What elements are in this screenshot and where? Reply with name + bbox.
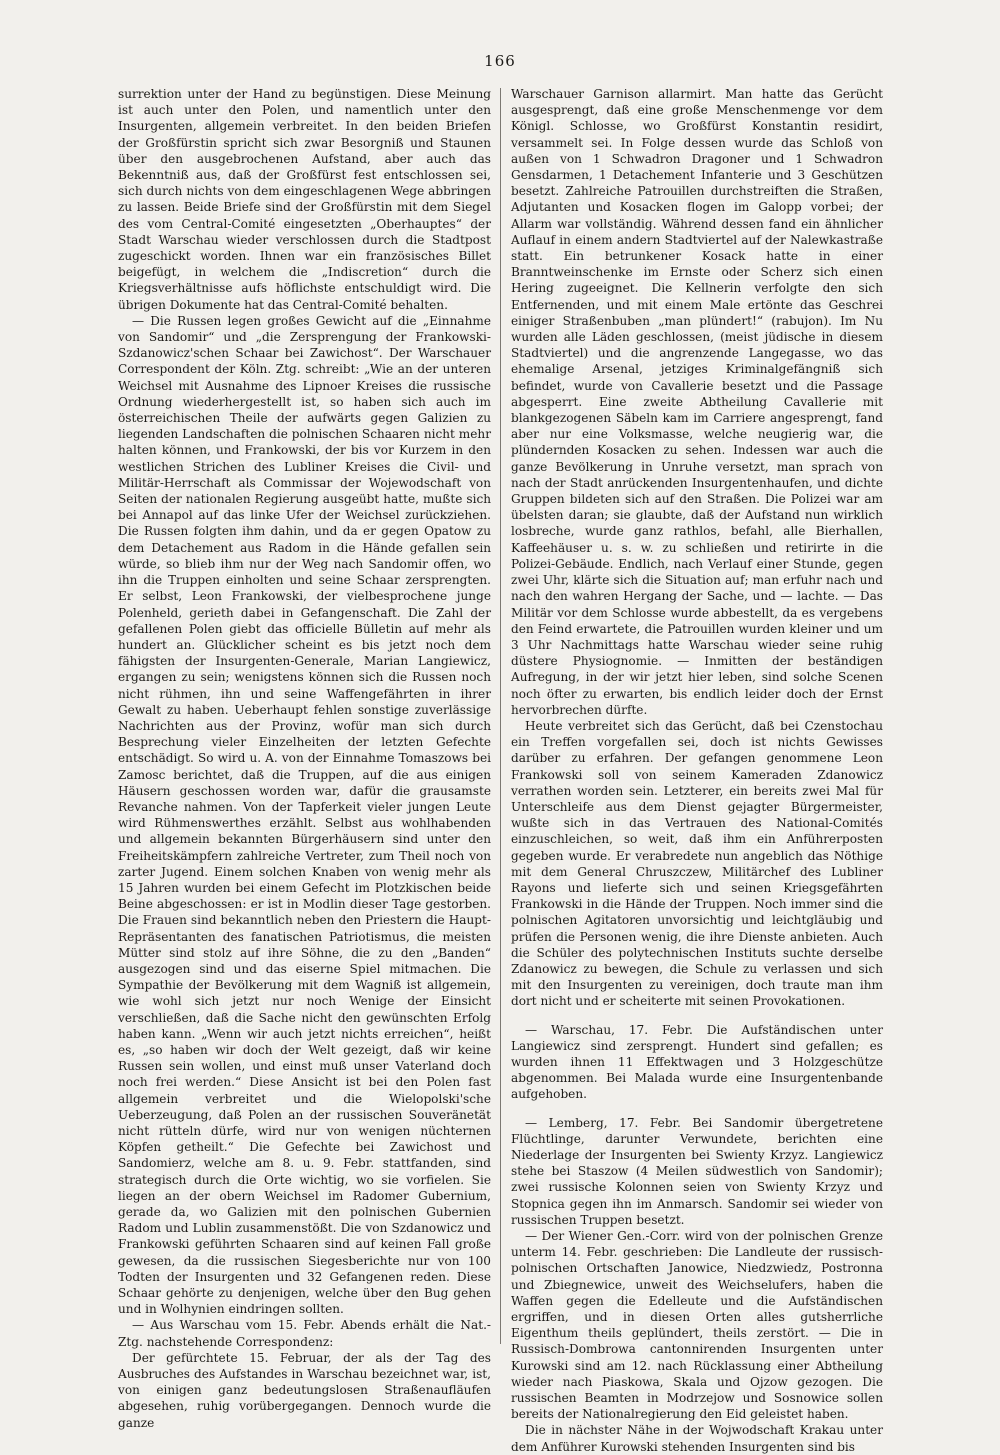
page-number: 166 <box>484 52 516 70</box>
column-divider <box>500 88 501 1344</box>
paragraph: — Aus Warschau vom 15. Febr. Abends erhält die Nat.-Ztg. nachstehende Correspondenz: <box>118 1318 491 1349</box>
paragraph: Heute verbreitet sich das Gerücht, daß bei Czenstochau ein Treffen vorgefallen sei, doch ist nichts Gewisses darüber zu erfahren. Der gefangen genommene Leon Frankowski soll von seinem Kameraden Zdanowicz verrathen worden sein. Letzterer, ein bereits zwei Mal für Unterschleife aus dem Dienst gejagter Bürgermeister, wußte sich in das Vertrauen des National-Comités einzuschleichen, so weit, daß ihm ein Anführerposten gegeben wurde. Er verabredete nun angeblich das Nöthige mit dem General Chruszczew, Militärchef des Lubliner Rayons und lieferte sich und seinen Kriegsgefährten Frankowski in die Hände der Truppen. Noch immer sind die polnischen Agitatoren unvorsichtig und leichtgläubig und prüfen die Personen wenig, die ihre Dienste anbieten. Auch die Schüler des polytechnischen Instituts suchte derselbe Zdanowicz zu bewegen, die Schule zu verlassen und sich mit den Insurgenten zu vereinigen, doch traute man ihm dort nicht und er scheiterte mit seinen Provokationen. <box>511 718 883 1009</box>
paragraph: — Der Wiener Gen.-Corr. wird von der polnischen Grenze unterm 14. Febr. geschrieben: Die Landleute der russisch-polnischen Ortschaften Janowice, Niedzwiedz, Postronna und Zbiegnewice, unweit des Weichselufers, haben die Waffen gegen die Edelleute und die Aufständischen ergriffen, und in diesen Orten alles gutsherrliche Eigenthum theils geplündert, theils zerstört. — Die in Russisch-Dombrowa cantonnirenden Insurgenten unter Kurowski sind am 12. nach Rücklassung einer Abtheilung wieder nach Piaskowa, Skala und Ojzow gezogen. Die russischen Beamten in Modrzejow und Sosnowice sollen bereits der Nationalregierung den Eid geleistet haben. <box>511 1229 883 1422</box>
paragraph: Die in nächster Nähe in der Wojwodschaft Krakau unter dem Anführer Kurowski stehenden Insurgenten sind bis <box>511 1423 883 1454</box>
paragraph: Warschauer Garnison allarmirt. Man hatte das Gerücht ausgesprengt, daß eine große Menschenmenge vor dem Königl. Schlosse, wo Großfürst Konstantin residirt, versammelt sei. In Folge dessen wurde das Schloß von außen von 1 Schwadron Dragoner und 1 Schwadron Gensdarmen, 1 Detachement Infanterie und 3 Geschützen besetzt. Zahlreiche Patrouillen durchstreiften die Straßen, Adjutanten und Kosacken flogen im Galopp vorbei; der Allarm war vollständig. Während dessen fand ein ähnlicher Auflauf in einem andern Stadtviertel auf der Nalewkastraße statt. Ein betrunkener Kosack hatte in einer Branntweinschenke im Ernste oder Scherz sich einen Hering zugeeignet. Die Kellnerin verfolgte den sich Entfernenden, und mit einem Male ertönte das Geschrei einiger Straßenbuben „man plündert!“ (rabujon). Im Nu wurden alle Läden geschlossen, (meist jüdische in diesem Stadtviertel) und die angrenzende Langegasse, wo das ehemalige Arsenal, jetziges Kriminalgefängniß sich befindet, wurde von Cavallerie besetzt und die Passage abgesperrt. Eine zweite Abtheilung Cavallerie mit blankgezogenen Säbeln kam im Carriere angesprengt, fand aber nur eine Volksmasse, welche neugierig war, die plündernden Kosacken zu sehen. Indessen war auch die ganze Bevölkerung in Unruhe versetzt, man sprach von nach der Stadt anrückenden Insurgentenhaufen, und dichte Gruppen bildeten sich auf den Straßen. Die Polizei war am übelsten daran; sie glaubte, daß der Aufstand nun wirklich losbreche, wurde ganz rathlos, befahl, alle Bierhallen, Kaffeehäuser u. s. w. zu schließen und retirirte in die Polizei-Gebäude. Endlich, nach Verlauf einer Stunde, gegen zwei Uhr, klärte sich die Situation auf; man erfuhr nach und nach den wahren Hergang der Sache, und — lachte. — Das Militär vor dem Schlosse wurde abbestellt, da es vergebens den Feind erwartete, die Patrouillen wurden kleiner und um 3 Uhr Nachmittags hatte Warschau wieder seine ruhig düstere Physiognomie. — Inmitten der beständigen Aufregung, in der wir jetzt hier leben, sind solche Scenen noch öfter zu erwarten, bis endlich leider doch der Ernst hervorbrechen dürfte. <box>511 87 883 717</box>
paragraph: — Die Russen legen großes Gewicht auf die „Einnahme von Sandomir“ und „die Zersprengung der Frankowski-Szdanowicz'schen Schaar bei Zawichost“. Der Warschauer Correspondent der Köln. Ztg. schreibt: „Wie an der unteren Weichsel mit Ausnahme des Lipnoer Kreises die russische Ordnung wiederhergestellt ist, so haben sich auch im österreichischen Theile der aufwärts gegen Galizien zu liegenden Landschaften die polnischen Schaaren nicht mehr halten können, und Frankowski, der bis vor Kurzem in den westlichen Strichen des Lubliner Kreises die Civil- und Militär-Herrschaft als Commissar der Wojewodschaft von Seiten der nationalen Regierung ausgeübt hatte, mußte sich bei Annapol auf das linke Ufer der Weichsel zurückziehen. Die Russen folgten ihm dahin, und da er gegen Opatow zu dem Detachement aus Radom in die Hände gefallen sein würde, so blieb ihm nur der Weg nach Sandomir offen, wo ihn die Truppen einholten und seine Schaar zersprengten. Er selbst, Leon Frankowski, der vielbesprochene junge Polenheld, gerieth dabei in Gefangenschaft. Die Zahl der gefallenen Polen giebt das officielle Bülletin auf mehr als hundert an. Glücklicher scheint es bis jetzt noch dem fähigsten der Insurgenten-Generale, Marian Langiewicz, ergangen zu sein; wenigstens können sich die Russen noch nicht rühmen, ihn und seine Waffengefährten in ihrer Gewalt zu haben. Ueberhaupt fehlen sonstige zuverlässige Nachrichten aus der Provinz, wofür man sich durch Besprechung vieler Einzelheiten der letzten Gefechte entschädigt. So wird u. A. von der Einnahme Tomaszows bei Zamosc berichtet, daß die Truppen, auf die aus einigen Häusern geschossen worden war, dafür die grausamste Revanche nahmen. Von der Tapferkeit vieler jungen Leute wird Rühmenswerthes erzählt. Selbst aus wohlhabenden und allgemein bekannten Bürgerhäusern sind unter den Freiheitskämpfern zahlreiche Vertreter, zum Theil noch von zarter Jugend. Einem solchen Knaben von wenig mehr als 15 Jahren wurden bei einem Gefecht im Plotzkischen beide Beine abgeschossen: er ist in Modlin dieser Tage gestorben. Die Frauen sind bekanntlich neben den Priestern die Haupt-Repräsentanten des fanatischen Patriotismus, die meisten Mütter sind stolz auf ihre Söhne, die zu den „Banden“ ausgezogen sind und das eiserne Spiel mitmachen. Die Sympathie der Bevölkerung mit dem Wagniß ist allgemein, wie wohl sich jetzt nur noch Wenige der Einsicht verschließen, daß die Sache nicht den gewünschten Erfolg haben kann. „Wenn wir auch jetzt nichts erreichen“, heißt es, „so haben wir doch der Welt gezeigt, daß wir keine Russen sein wollen, und einst muß unser Vaterland doch noch frei werden.“ Diese Ansicht ist bei den Polen fast allgemein verbreitet und die Wielopolski'sche Ueberzeugung, daß Polen an der russischen Souveränetät nicht rütteln dürfe, wird nur von wenigen nüchternen Köpfen getheilt.“ Die Gefechte bei Zawichost und Sandomierz, welche am 8. u. 9. Febr. stattfanden, sind strategisch durch die Orte wichtig, wo sie vorfielen. Sie liegen an der obern Weichsel im Radomer Gubernium, gerade da, wo Galizien mit den polnischen Gubernien Radom und Lublin zusammenstößt. Die von Szdanowicz und Frankowski geführten Schaaren sind auf keinen Fall große gewesen, da die russischen Siegesberichte nur von 100 Todten der Insurgenten und 32 Gefangenen reden. Diese Schaar gehörte zu denjenigen, welche über den Bug gehen und in Wolhynien eindringen sollten. <box>118 313 491 1317</box>
paragraph: Der gefürchtete 15. Februar, der als der Tag des Ausbruches des Aufstandes in Warschau bezeichnet war, ist, von einigen ganz bedeutungslosen Straßenaufläufen abgesehen, ruhig vorübergegangen. Dennoch wurde die ganze <box>118 1350 491 1430</box>
paragraph: — Warschau, 17. Febr. Die Aufständischen unter Langiewicz sind zersprengt. Hundert sind gefallen; es wurden ihnen 11 Effektwagen und 3 Holzgeschütze abgenommen. Bei Malada wurde eine Insurgentenbande aufgehoben. <box>511 1022 883 1102</box>
left-column <box>118 86 491 1430</box>
right-column <box>511 86 883 1454</box>
paragraph: surrektion unter der Hand zu begünstigen. Diese Meinung ist auch unter den Polen, und namentlich unter den Insurgenten, allgemein verbreitet. In den beiden Briefen der Großfürstin spricht sich zwar Besorgniß und Staunen über den ausgebrochenen Aufstand, aber auch das Bekenntniß aus, daß der Großfürst fest entschlossen sei, sich durch nichts von dem eingeschlagenen Wege abbringen zu lassen. Beide Briefe sind der Großfürstin mit dem Siegel des vom Central-Comité eingesetzten „Oberhauptes“ der Stadt Warschau wieder verschlossen durch die Stadtpost zugeschickt worden. Ihnen war ein französisches Billet beigefügt, in welchem die „Indiscretion“ durch die Kriegsverhältnisse aufs höflichste entschuldigt wird. Die übrigen Dokumente hat das Central-Comité behalten. <box>118 87 491 312</box>
paragraph: — Lemberg, 17. Febr. Bei Sandomir übergetretene Flüchtlinge, darunter Verwundete, berichten eine Niederlage der Insurgenten bei Swienty Krzyz. Langiewicz stehe bei Staszow (4 Meilen südwestlich von Sandomir); zwei russische Kolonnen seien von Swienty Krzyz und Stopnica gegen ihn im Anmarsch. Sandomir sei wieder von russischen Truppen besetzt. <box>511 1115 883 1227</box>
